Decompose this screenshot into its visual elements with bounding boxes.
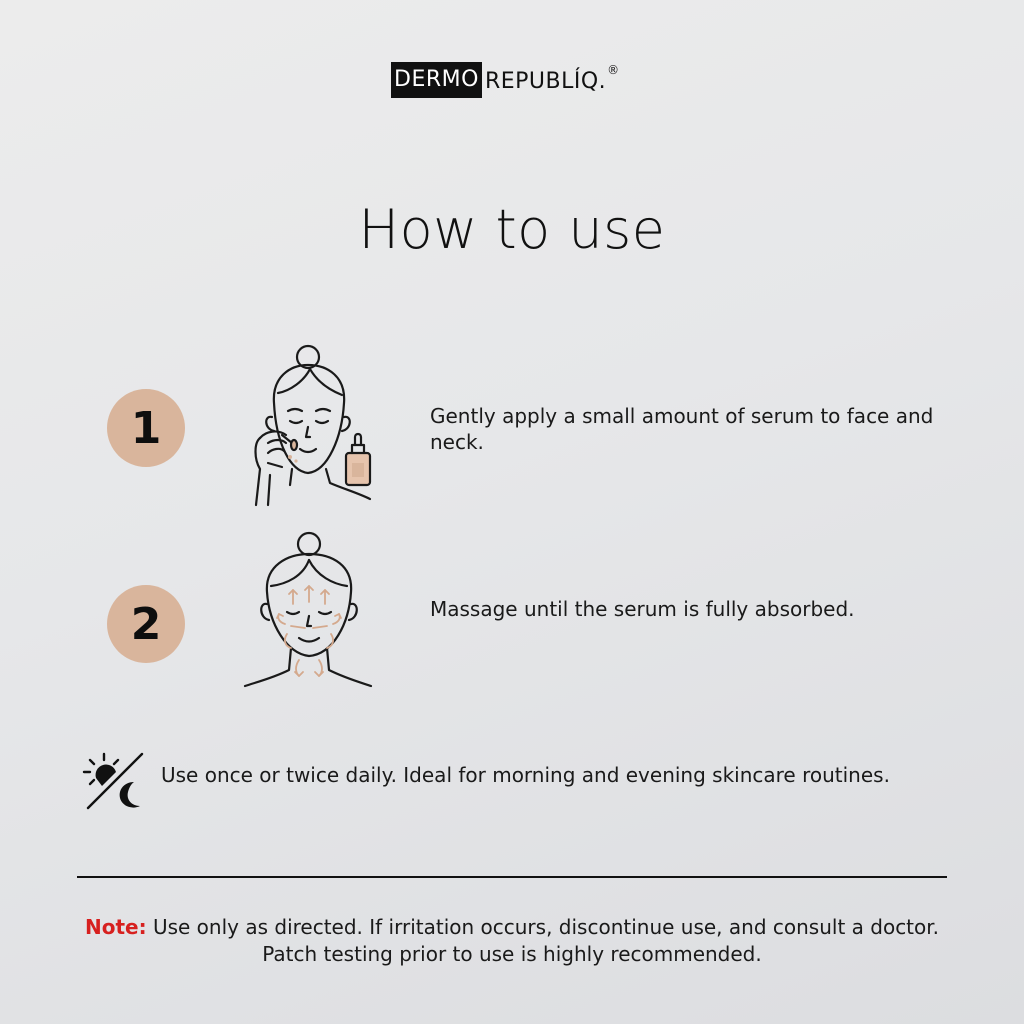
- note-block: [0, 914, 1024, 968]
- usage-frequency-text: Use once or twice daily. Ideal for morning and evening skincare routines.: [161, 763, 890, 787]
- step-1-instruction: Gently apply a small amount of serum to face and neck.: [430, 404, 934, 454]
- face-applying-serum-with-dropper-icon: [238, 343, 380, 508]
- brand-logo: [391, 62, 620, 98]
- note-text-1: Use only as directed. If irritation occurs, discontinue use, and consult a doctor.: [152, 915, 940, 939]
- brand-logo-text: REPUBLÍQ.: [484, 69, 607, 94]
- section-divider: [77, 876, 947, 878]
- face-massage-arrows-icon: [243, 530, 375, 690]
- sun-moon-icon: [80, 748, 148, 812]
- page-title: How to use: [358, 198, 666, 261]
- note-label: Note:: [84, 915, 147, 939]
- note-line-2: Patch testing prior to use is highly recommended.: [262, 942, 762, 966]
- step-2-instruction: Massage until the serum is fully absorbed.: [430, 597, 855, 621]
- brand-logo-boxed-text: DERMO: [391, 62, 482, 98]
- step-2-number-badge: 2: [107, 585, 185, 663]
- step-1-number-badge: 1: [107, 389, 185, 467]
- note-line-1: [0, 914, 1024, 941]
- registered-mark: ®: [607, 63, 620, 77]
